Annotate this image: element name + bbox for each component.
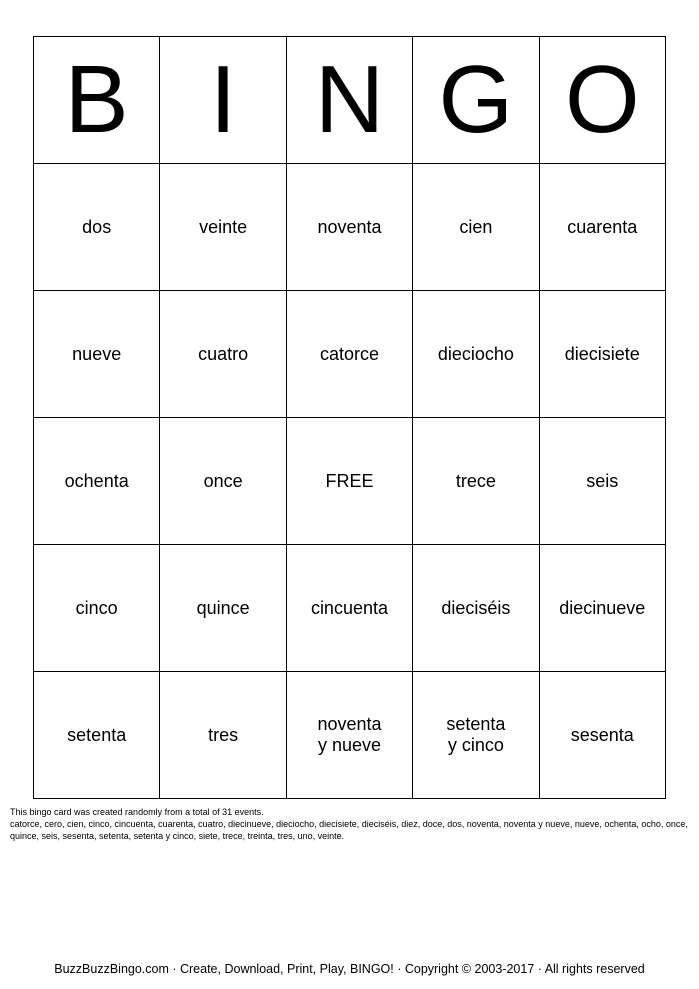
bingo-cell: noventa: [286, 164, 412, 291]
bingo-cell: dieciocho: [413, 291, 539, 418]
bingo-cell: cinco: [34, 545, 160, 672]
bingo-cell: dos: [34, 164, 160, 291]
bingo-cell: setenta: [34, 672, 160, 799]
card-info-events: catorce, cero, cien, cinco, cincuenta, cuarenta, cuatro, diecinueve, dieciocho, diecisiete, dieciséis, diez, doce, dos, noventa, noventa y nueve, nueve, ochenta, ocho, once, quince, seis, sesenta, setenta, setenta y cinco, siete, trece, treinta, tres, uno, veinte.: [10, 819, 688, 841]
bingo-cell: noventa y nueve: [286, 672, 412, 799]
header-letter-n: N: [286, 37, 412, 164]
bingo-cell: cincuenta: [286, 545, 412, 672]
bingo-header-row: [34, 37, 666, 164]
header-letter-o: O: [539, 37, 665, 164]
bingo-cell: quince: [160, 545, 286, 672]
bingo-card: [33, 36, 666, 799]
bingo-row: [34, 291, 666, 418]
page-footer: BuzzBuzzBingo.com · Create, Download, Print, Play, BINGO! · Copyright © 2003-2017 · All rights reserved: [54, 962, 645, 976]
free-space-cell: FREE: [286, 418, 412, 545]
bingo-cell: dieciséis: [413, 545, 539, 672]
bingo-cell: cuarenta: [539, 164, 665, 291]
card-info-summary: This bingo card was created randomly from a total of 31 events.: [10, 807, 264, 817]
header-letter-g: G: [413, 37, 539, 164]
header-letter-b: B: [34, 37, 160, 164]
bingo-cell: diecisiete: [539, 291, 665, 418]
bingo-cell: once: [160, 418, 286, 545]
bingo-cell: cien: [413, 164, 539, 291]
bingo-cell: seis: [539, 418, 665, 545]
bingo-row: [34, 672, 666, 799]
bingo-row: [34, 545, 666, 672]
card-info: [10, 806, 690, 842]
bingo-row: [34, 164, 666, 291]
bingo-cell: setenta y cinco: [413, 672, 539, 799]
bingo-cell: ochenta: [34, 418, 160, 545]
bingo-cell: veinte: [160, 164, 286, 291]
bingo-cell: sesenta: [539, 672, 665, 799]
bingo-cell: diecinueve: [539, 545, 665, 672]
bingo-cell: tres: [160, 672, 286, 799]
bingo-cell: catorce: [286, 291, 412, 418]
bingo-cell: trece: [413, 418, 539, 545]
header-letter-i: I: [160, 37, 286, 164]
bingo-cell: cuatro: [160, 291, 286, 418]
bingo-cell: nueve: [34, 291, 160, 418]
bingo-row: [34, 418, 666, 545]
